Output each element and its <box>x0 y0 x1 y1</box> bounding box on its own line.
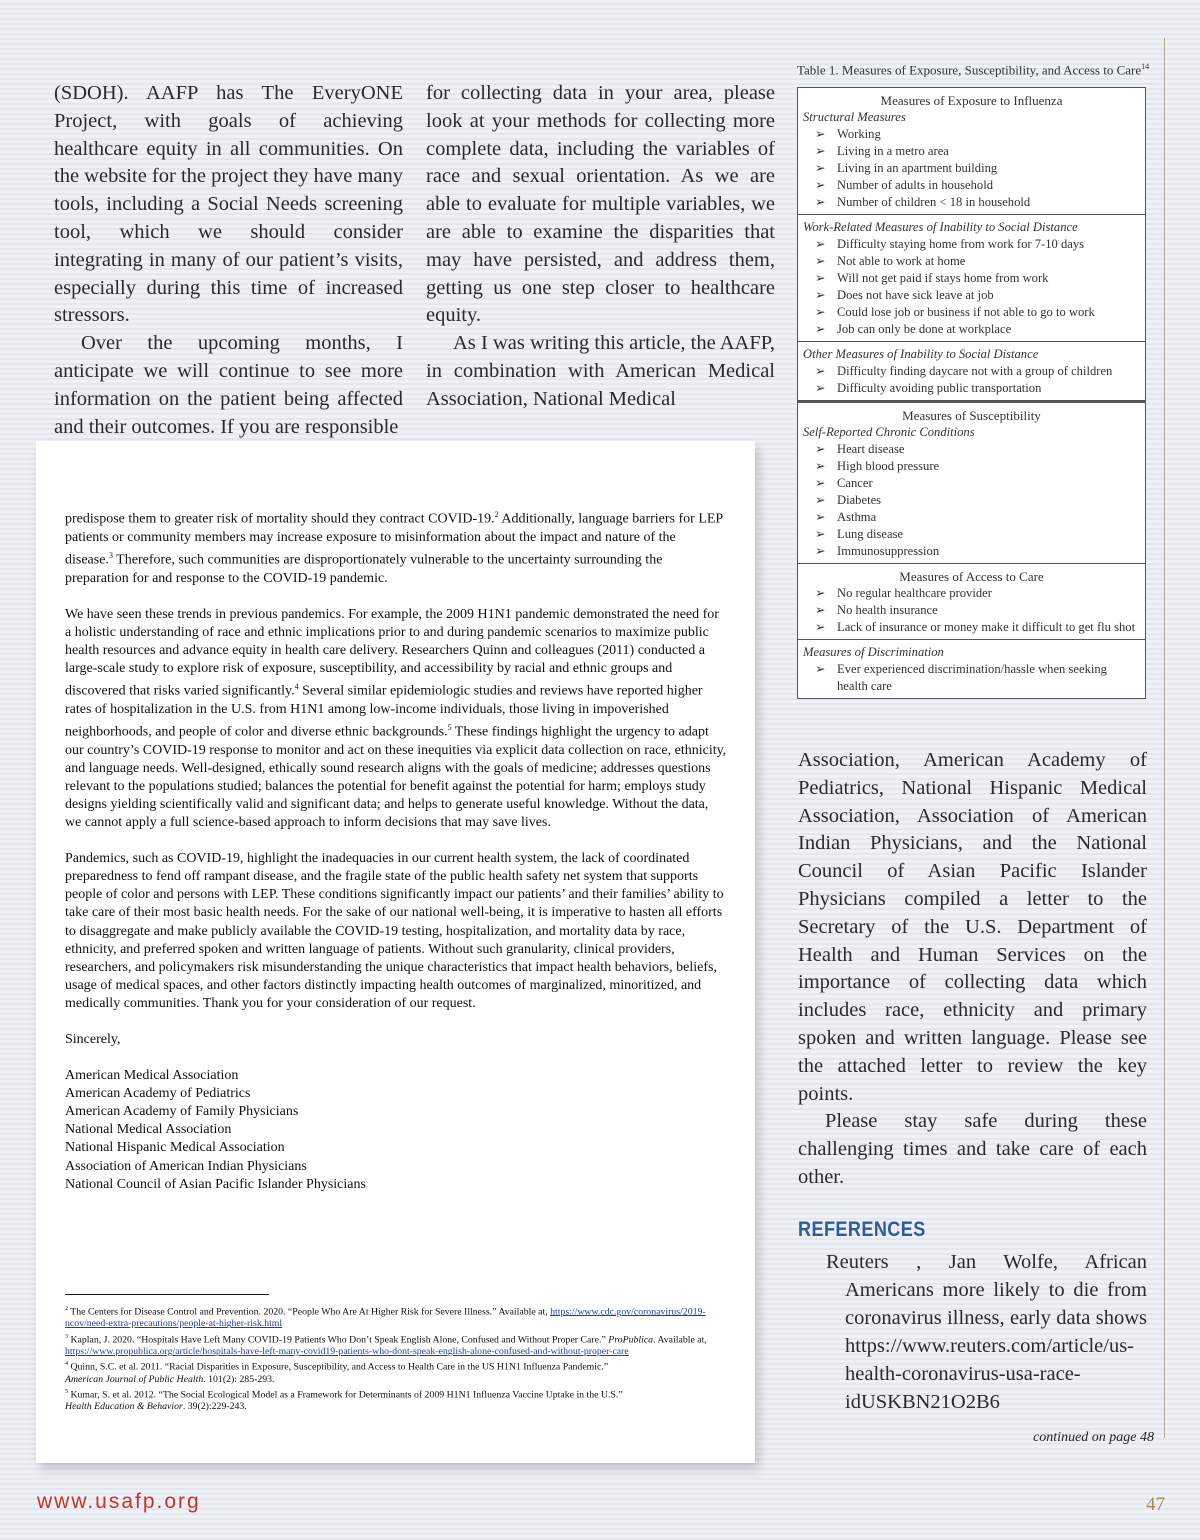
footer-website[interactable]: www.usafp.org <box>37 1490 201 1513</box>
table-item <box>803 253 1140 270</box>
table-subheading: Other Measures of Inability to Social Distance <box>803 347 1039 361</box>
arrow-bullet-icon: ➢ <box>815 603 826 617</box>
table-section <box>798 88 1145 215</box>
arrow-bullet-icon: ➢ <box>815 381 826 395</box>
arrow-bullet-icon: ➢ <box>815 254 826 268</box>
arrow-bullet-icon: ➢ <box>815 662 826 676</box>
arrow-bullet-icon: ➢ <box>815 544 826 558</box>
article-paragraph: Please stay safe during these challenging times and take care of each other. <box>798 1110 1147 1188</box>
table-section <box>798 401 1145 564</box>
arrow-bullet-icon: ➢ <box>815 493 826 507</box>
arrow-bullet-icon: ➢ <box>815 586 826 600</box>
table-item <box>803 380 1140 397</box>
table-item-text: Difficulty finding daycare not with a group of children <box>837 364 1113 378</box>
footnote-journal: American Journal of Public Health <box>65 1373 204 1385</box>
table-item-text: Not able to work at home <box>837 254 966 268</box>
table-item <box>803 270 1140 287</box>
table-item-text: Does not have sick leave at job <box>837 288 994 302</box>
footnote-ref: 4 <box>294 682 299 692</box>
table-item <box>803 321 1140 338</box>
measures-table <box>797 87 1146 699</box>
table-item-text: Could lose job or business if not able to go to work <box>837 305 1095 319</box>
table-item-text: Number of children < 18 in household <box>837 195 1031 209</box>
table-item-text: Number of adults in household <box>837 178 994 192</box>
letter-text: We have seen these trends in previous pandemics. For example, the 2009 H1N1 pandemic demonstrated the need for a holistic understanding of race and ethnic implications prior to and during pandemic scenarios to maximize public health resources and advance equity in health care delivery. Researchers Quinn and colleagues (2011) conducted a large-scale study to explore risk of exposure, susceptibility, and accessibility by racial and ethnic groups and discovered that risks varied significantly. <box>65 606 719 699</box>
table-caption-reference: 14 <box>1141 62 1150 71</box>
arrow-bullet-icon: ➢ <box>815 144 826 158</box>
table-item <box>803 194 1140 211</box>
table-item-text: Will not get paid if stays home from work <box>837 271 1049 285</box>
footnote-text: . 39(2):229-243. <box>182 1401 247 1413</box>
footnote-text: . Available at, <box>653 1333 707 1345</box>
footnote-number: 4 <box>65 1361 68 1368</box>
footnote-number: 2 <box>65 1306 68 1312</box>
arrow-bullet-icon: ➢ <box>815 322 826 336</box>
arrow-bullet-icon: ➢ <box>815 271 826 285</box>
footnote-divider <box>65 1294 269 1295</box>
article-paragraph: Over the upcoming months, I anticipate we will continue to see more information on the patient being affected and their outcomes. If you are responsible <box>54 332 403 438</box>
letter-text: These findings highlight the urgency to adapt our country’s COVID-19 response to monitor and act on these inequities via explicit data collection on race, ethnicity, and language needs. Well-designed, ethically sound research aligns with the goals of medicine; addresses questions relevant to the populations studied; balances the potential for benefit against the potential for harm; employs study designs yielding scientifically valid and significant data; and helps to generate useful knowledge. Without the data, we cannot apply a full science-based approach to inform decisions that may save lives. <box>65 724 727 831</box>
attached-letter <box>36 441 755 1463</box>
letter-paragraph <box>65 606 727 832</box>
table-item-text: Working <box>837 127 881 141</box>
table-item-text: Heart disease <box>837 442 905 456</box>
signer-name: American Medical Association <box>65 1068 239 1084</box>
arrow-bullet-icon: ➢ <box>815 161 826 175</box>
footnote-journal: Health Education & Behavior <box>65 1401 183 1413</box>
table-item <box>803 441 1140 458</box>
table-item-text: Ever experienced discrimination/hassle when seeking health care <box>837 662 1107 693</box>
arrow-bullet-icon: ➢ <box>815 459 826 473</box>
table-item-text: Immunosuppression <box>837 544 940 558</box>
table-item-text: Asthma <box>837 510 877 524</box>
letter-body <box>65 506 727 1194</box>
letter-text: predispose them to greater risk of mortality should they contract COVID-19. <box>65 511 495 527</box>
signer-name: Association of American Indian Physicians <box>65 1158 307 1174</box>
table-item-text: High blood pressure <box>837 459 940 473</box>
table-item-text: Difficulty avoiding public transportation <box>837 381 1042 395</box>
arrow-bullet-icon: ➢ <box>815 364 826 378</box>
signer-name: American Academy of Family Physicians <box>65 1104 299 1120</box>
letter-text: Several similar epidemiologic studies and reviews have reported higher rates of hospitalization in the U.S. from H1N1 among low-income individuals, those living in impoverished neighborhoods, and people of color and diverse ethnic backgrounds. <box>65 683 703 740</box>
table-section <box>798 564 1145 640</box>
signer-list <box>65 1067 727 1194</box>
table-item <box>803 236 1140 253</box>
table-section-heading: Measures of Susceptibility <box>902 408 1041 423</box>
arrow-bullet-icon: ➢ <box>815 178 826 192</box>
table-subheading: Structural Measures <box>803 110 906 124</box>
table-subheading: Work-Related Measures of Inability to Social Distance <box>803 220 1078 234</box>
arrow-bullet-icon: ➢ <box>815 288 826 302</box>
table-subheading: Self-Reported Chronic Conditions <box>803 425 975 439</box>
arrow-bullet-icon: ➢ <box>815 305 826 319</box>
article-paragraph: (SDOH). AAFP has The EveryONE Project, with goals of achieving healthcare equity in all communities. On the website for the project they have many tools, including a Social Needs screening tool, which we should consider integrating in many of our patient’s visits, especially during this time of increased stressors. <box>54 82 403 327</box>
table-item <box>803 526 1140 543</box>
table-item-text: Living in a metro area <box>837 144 949 158</box>
footnote-ref: 5 <box>447 722 452 732</box>
arrow-bullet-icon: ➢ <box>815 237 826 251</box>
reference-text: , Jan Wolfe, African Americans more likely to die from coronavirus illness, early data shows https://www.reuters.com/article/us-health-coronavirus-usa-race-idUSKBN21O2B6 <box>845 1251 1147 1413</box>
table-item-text: Difficulty staying home from work for 7-10 days <box>837 237 1085 251</box>
table-item <box>803 143 1140 160</box>
footnote-5 <box>65 1386 733 1414</box>
article-paragraph: Association, American Academy of Pediatrics, National Hispanic Medical Association, Association of American Indian Physicians, and the National Council of Asian Pacific Islander Physicians compiled a letter to the Secretary of the U.S. Department of Health and Human Services on the importance of collecting data which includes race, ethnicity and primary spoken and written language. Please see the attached letter to review the key points. <box>798 749 1147 1105</box>
footnote-text: Kumar, S. et al. 2012. “The Social Ecological Model as a Framework for Determinants of 2009 H1N1 Influenza Vaccine Uptake in the U.S.” <box>68 1389 623 1401</box>
page-number: 47 <box>1146 1494 1165 1515</box>
arrow-bullet-icon: ➢ <box>815 442 826 456</box>
article-paragraph: for collecting data in your area, please look at your methods for collecting more complete data, including the variables of race and sexual orientation. As we are able to evaluate for multiple variables, we are able to examine the disparities that may have persisted, and address them, getting us one step closer to healthcare equity. <box>426 82 775 327</box>
arrow-bullet-icon: ➢ <box>815 620 826 634</box>
table-item <box>803 363 1140 380</box>
table-item <box>803 492 1140 509</box>
reference-source: Reuters <box>826 1251 889 1273</box>
table-item <box>803 585 1140 602</box>
table-item <box>803 304 1140 321</box>
footnote-text: Kaplan, J. 2020. “Hospitals Have Left Many COVID-19 Patients Who Don’t Speak English Alone, Confused and Without Proper Care.” <box>68 1333 609 1345</box>
footnote-4 <box>65 1358 733 1386</box>
table-item <box>803 602 1140 619</box>
table-item <box>803 661 1140 695</box>
footnote-journal: ProPublica <box>608 1333 654 1345</box>
article-column-1 <box>54 80 403 441</box>
arrow-bullet-icon: ➢ <box>815 476 826 490</box>
table-item <box>803 458 1140 475</box>
column-rule <box>1164 38 1165 1438</box>
footnote-ref: 3 <box>108 550 113 560</box>
signer-name: National Medical Association <box>65 1122 232 1138</box>
table-item-text: Living in an apartment building <box>837 161 998 175</box>
references-heading: REFERENCES <box>798 1218 926 1241</box>
table-item <box>803 475 1140 492</box>
article-column-2 <box>426 80 775 414</box>
reference-entry <box>826 1248 1147 1416</box>
signer-name: National Council of Asian Pacific Islander Physicians <box>65 1176 366 1192</box>
table-caption-text: Table 1. Measures of Exposure, Susceptibility, and Access to Care <box>797 62 1142 78</box>
footnote-number: 3 <box>65 1333 68 1340</box>
table-section <box>798 215 1145 342</box>
footnote-text: Quinn, S.C. et al. 2011. “Racial Disparities in Exposure, Susceptibility, and Access to Health Care in the US H1N1 Influenza Pandemic.” <box>68 1361 609 1373</box>
table-item-text: Lack of insurance or money make it difficult to get flu shot <box>837 620 1136 634</box>
letter-text: Therefore, such communities are disproportionately vulnerable to the uncertainty surrounding the preparation for and response to the COVID-19 pandemic. <box>65 552 663 586</box>
table-item <box>803 287 1140 304</box>
letter-footnotes <box>65 1303 733 1414</box>
arrow-bullet-icon: ➢ <box>815 527 826 541</box>
letter-closing: Sincerely, <box>65 1031 121 1047</box>
table-section <box>798 342 1145 401</box>
table-item-text: No health insurance <box>837 603 938 617</box>
letter-paragraph: Pandemics, such as COVID-19, highlight the inadequacies in our current health system, the lack of coordinated preparedness to fend off rampant disease, and the fragile state of the public health safety net system that supports people of color and persons with LEP. These conditions significantly impact our patients’ and their families’ ability to take care of their most basic health needs. For the sake of our national well-being, it is imperative to hasten all efforts to disaggregate and make publicly available the COVID-19 testing, hospitalization, and mortality data by race, ethnicity, and preferred spoken and written language of patients. Without such granularity, clinical providers, researchers, and policymakers risk misunderstanding the unique characteristics that impact health behaviors, beliefs, usage of medical spaces, and other factors distinctly impacting health outcomes of marginalized, minoritized, and medically communities. Thank you for your consideration of our request. <box>65 851 724 1011</box>
arrow-bullet-icon: ➢ <box>815 127 826 141</box>
table-item-text: Job can only be done at workplace <box>837 322 1012 336</box>
article-column-3 <box>798 747 1147 1192</box>
table-subheading: Measures of Discrimination <box>803 645 944 659</box>
footnote-ref: 2 <box>494 510 499 519</box>
table-item <box>803 619 1140 636</box>
footnote-link[interactable]: https://www.cdc.gov/coronavirus/2019-ncov/need-extra-precautions/people-at-higher-risk.html <box>65 1306 706 1330</box>
table-item <box>803 177 1140 194</box>
signer-name: American Academy of Pediatrics <box>65 1086 251 1102</box>
table-item <box>803 543 1140 560</box>
continued-note: continued on page 48 <box>1033 1430 1154 1445</box>
arrow-bullet-icon: ➢ <box>815 195 826 209</box>
table-item <box>803 160 1140 177</box>
table-section-heading: Measures of Exposure to Influenza <box>880 93 1063 108</box>
footnote-number: 5 <box>65 1389 68 1396</box>
footnote-3 <box>65 1331 733 1359</box>
arrow-bullet-icon: ➢ <box>815 510 826 524</box>
table-item <box>803 509 1140 526</box>
table-caption <box>797 62 1149 78</box>
footnote-link[interactable]: https://www.propublica.org/article/hospitals-have-left-many-covid19-patients-who-dont-speak-english-alone-confused-and-without-proper-care <box>65 1346 629 1358</box>
footnote-text: . 101(2): 285-293. <box>203 1373 275 1385</box>
article-paragraph: As I was writing this article, the AAFP, in combination with American Medical Association, National Medical <box>426 332 775 410</box>
signer-name: National Hispanic Medical Association <box>65 1140 285 1156</box>
table-item <box>803 126 1140 143</box>
table-item-text: Cancer <box>837 476 873 490</box>
table-section <box>798 640 1145 698</box>
table-item-text: Lung disease <box>837 527 904 541</box>
footnote-text: The Centers for Disease Control and Prevention. 2020. “People Who Are At Higher Risk for Severe Illness.” Available at, <box>68 1306 551 1318</box>
footnote-2 <box>65 1303 733 1331</box>
table-section-heading: Measures of Access to Care <box>899 569 1044 584</box>
letter-paragraph <box>65 506 727 588</box>
letter-text: Additionally, language barriers for LEP patients or community members may increase exposure to misinformation about the impact and nature of the disease. <box>65 511 723 568</box>
table-item-text: No regular healthcare provider <box>837 586 992 600</box>
table-item-text: Diabetes <box>837 493 882 507</box>
